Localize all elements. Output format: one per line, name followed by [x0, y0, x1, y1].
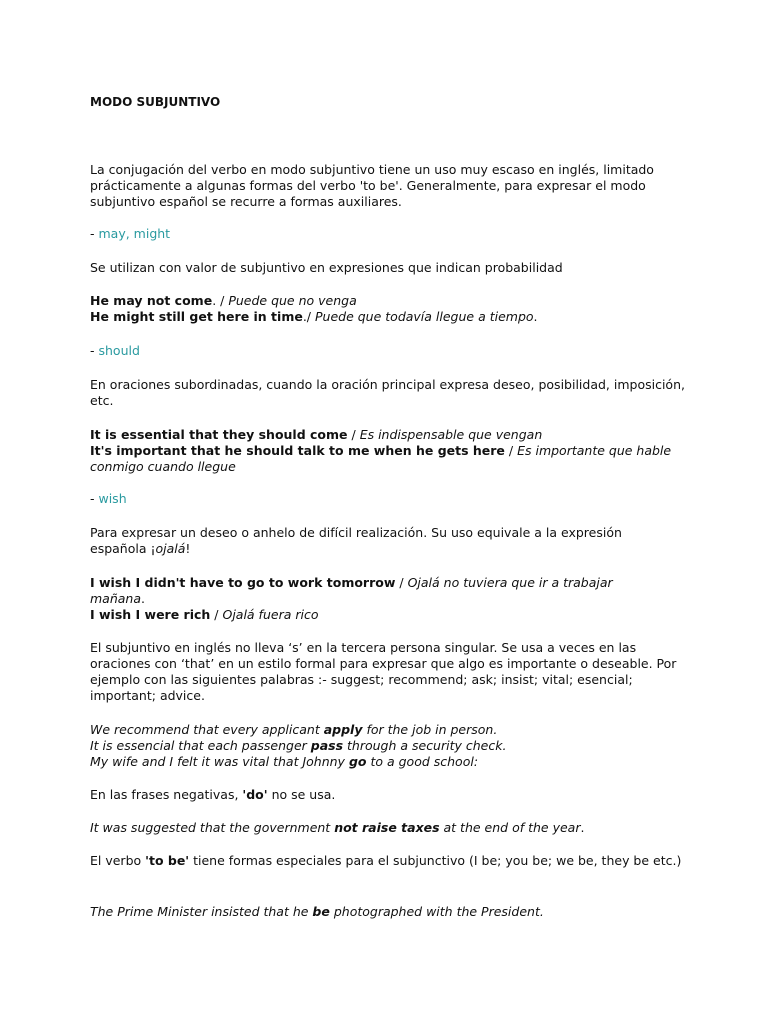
description-italic: ojalá	[155, 541, 186, 556]
page-title: MODO SUBJUNTIVO	[90, 95, 221, 109]
wish-examples	[90, 575, 690, 623]
note-paragraph: El subjuntivo en inglés no lleva ‘s’ en la tercera persona singular. Se usa a veces en las oraciones con ‘that’ en un estilo formal para expresar que algo es importante o deseable. Por ejemplo con las siguientes palabras :- suggest; recommend; ask; insist; vital; esencial; important; advice.	[90, 640, 677, 703]
example-text: to a good school:	[366, 754, 479, 769]
example-end: .	[580, 820, 585, 835]
example-verb: not raise taxes	[334, 820, 440, 835]
example-separator: /	[504, 443, 518, 458]
example-verb: go	[348, 754, 367, 769]
example-text: for the job in person.	[362, 722, 498, 737]
example-text: It is essencial that each passenger	[90, 738, 311, 753]
example-separator: . /	[212, 293, 229, 308]
heading-text-should: should	[98, 343, 140, 358]
example-spanish: Es importante que hable	[517, 443, 672, 458]
heading-text-wish: wish	[98, 491, 127, 506]
heading-dash: -	[90, 343, 99, 358]
negatives-text: En las frases negativas,	[90, 787, 243, 802]
negatives-text: no se usa.	[267, 787, 336, 802]
wish-example-1	[90, 575, 690, 591]
wish-example-2	[90, 607, 690, 623]
example-spanish: Es indispensable que vengan	[359, 427, 543, 442]
example-separator: ./	[302, 309, 315, 324]
formal-examples	[90, 722, 690, 770]
wish-description-line-1: Para expresar un deseo o anhelo de difícil realización. Su uso equivale a la expresión	[90, 525, 622, 540]
formal-example-2	[90, 738, 690, 754]
example-text: through a security check.	[343, 738, 507, 753]
should-description: En oraciones subordinadas, cuando la oración principal expresa deseo, posibilidad, imposición, etc.	[90, 377, 685, 408]
tobe-keyword: 'to be'	[145, 853, 190, 868]
tobe-text: El verbo	[90, 853, 146, 868]
example-english: He might still get here in time	[90, 309, 303, 324]
tobe-example	[90, 904, 690, 920]
tobe-paragraph	[90, 853, 690, 869]
tobe-text: tiene formas especiales para el subjunctivo (I be; you be; we be, they be etc.)	[189, 853, 682, 868]
example-english: It's important that he should talk to me when he gets here	[90, 443, 505, 458]
should-example-1	[90, 427, 690, 443]
example-verb: be	[312, 904, 330, 919]
may-example-2	[90, 309, 690, 325]
example-spanish: mañana	[90, 591, 142, 606]
wish-description-line-2	[90, 541, 690, 557]
example-text: The Prime Minister insisted that he	[90, 904, 313, 919]
may-example-1	[90, 293, 690, 309]
example-english: I wish I were rich	[90, 607, 211, 622]
example-verb: apply	[323, 722, 363, 737]
example-end: .	[533, 309, 538, 324]
example-english: It is essential that they should come	[90, 427, 348, 442]
example-english: He may not come	[90, 293, 213, 308]
example-text: at the end of the year	[439, 820, 581, 835]
example-verb: pass	[310, 738, 344, 753]
heading-dash: -	[90, 491, 99, 506]
example-text: My wife and I felt it was vital that Johnny	[90, 754, 349, 769]
example-english: I wish I didn't have to go to work tomorrow	[90, 575, 396, 590]
may-description: Se utilizan con valor de subjuntivo en expresiones que indican probabilidad	[90, 260, 563, 275]
heading-dash: -	[90, 226, 99, 241]
example-spanish: Ojalá no tuviera que ir a trabajar	[407, 575, 613, 590]
formal-example-1	[90, 722, 690, 738]
example-spanish: Ojalá fuera rico	[222, 607, 319, 622]
wish-description	[90, 525, 690, 557]
section-heading-should	[90, 343, 690, 359]
example-text: photographed with the President.	[329, 904, 544, 919]
formal-example-3	[90, 754, 690, 770]
example-separator: /	[395, 575, 408, 590]
negatives-example	[90, 820, 690, 836]
section-heading-wish	[90, 491, 690, 507]
description-text: !	[185, 541, 191, 556]
should-examples	[90, 427, 690, 475]
intro-paragraph: La conjugación del verbo en modo subjuntivo tiene un uso muy escaso en inglés, limitado prácticamente a algunas formas del verbo 'to be'. Generalmente, para expresar el modo subjuntivo español se recurre a formas auxiliares.	[90, 162, 654, 209]
description-text: española ¡	[90, 541, 156, 556]
example-separator: /	[210, 607, 223, 622]
may-examples	[90, 293, 690, 325]
wish-example-1-continued	[90, 591, 690, 607]
should-example-2-continued	[90, 459, 690, 475]
negatives-keyword: 'do'	[242, 787, 268, 802]
heading-text-may: may, might	[98, 226, 171, 241]
example-spanish: Puede que no venga	[228, 293, 357, 308]
example-text: We recommend that every applicant	[90, 722, 324, 737]
negatives-paragraph	[90, 787, 690, 803]
example-spanish: Puede que todavía llegue a tiempo	[315, 309, 534, 324]
section-heading-may	[90, 226, 690, 242]
example-text: It was suggested that the government	[90, 820, 335, 835]
example-spanish: conmigo cuando llegue	[90, 459, 236, 474]
example-end: .	[141, 591, 145, 606]
should-example-2	[90, 443, 690, 459]
example-separator: /	[347, 427, 360, 442]
